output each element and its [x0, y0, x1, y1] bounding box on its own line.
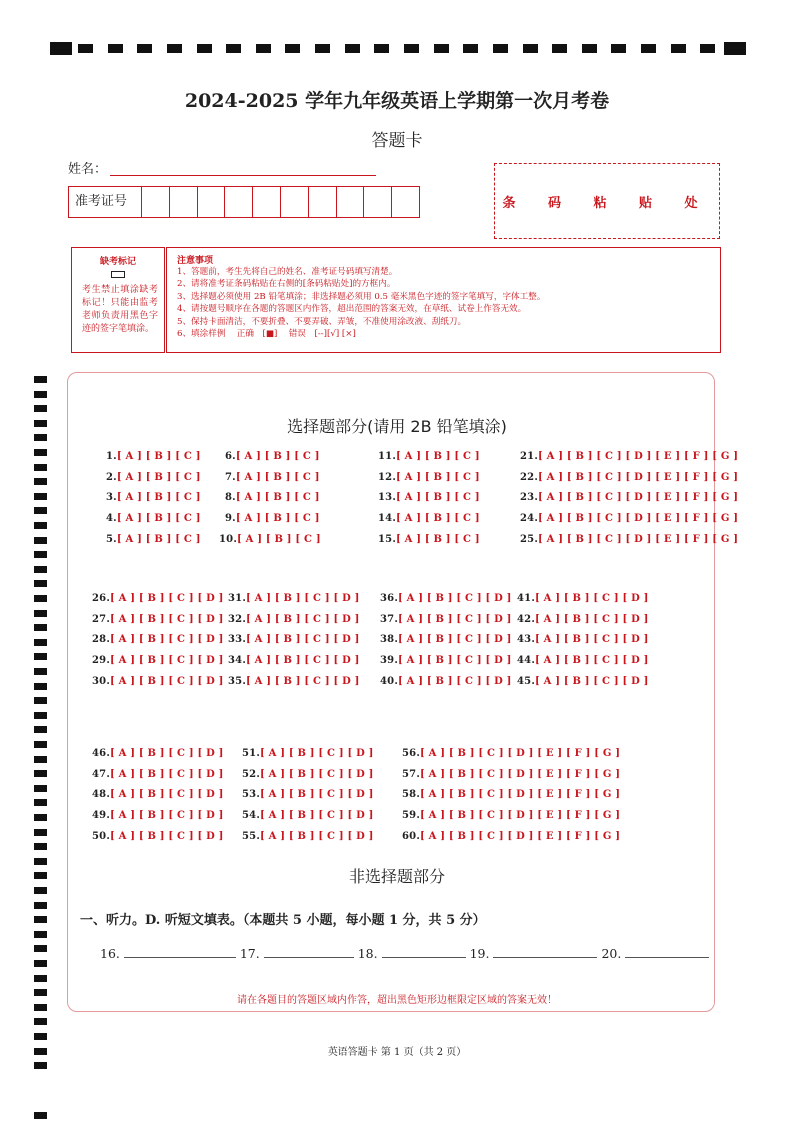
timing-mark	[34, 551, 47, 558]
page-title: 2024-2025 学年九年级英语上学期第一次月考卷	[184, 90, 610, 112]
question-number: 56.	[402, 748, 420, 759]
blank-number: 18.	[357, 946, 378, 961]
question-row[interactable]	[92, 748, 224, 759]
timing-mark	[34, 391, 47, 398]
barcode-area: 条 码 粘 贴 处	[494, 163, 720, 239]
answer-options[interactable]: [ A ] [ B ] [ C ]	[235, 471, 320, 483]
question-row[interactable]	[380, 614, 512, 625]
question-row[interactable]	[520, 451, 738, 462]
id-cell[interactable]	[169, 187, 197, 217]
answer-options[interactable]: [ A ] [ B ] [ C ] [ D ]	[260, 830, 374, 842]
answer-options[interactable]: [ A ] [ B ] [ C ]	[396, 533, 480, 545]
question-number: 45.	[517, 675, 535, 687]
answer-options[interactable]: [ A ] [ B ] [ C ] [ D ] [ E ] [ F ] [ G ]	[538, 471, 739, 483]
timing-mark	[34, 931, 47, 938]
question-row[interactable]	[225, 492, 320, 503]
timing-mark	[34, 683, 47, 690]
answer-blank[interactable]	[264, 945, 354, 958]
question-number: 24.	[520, 513, 538, 525]
question-row[interactable]	[242, 789, 374, 800]
question-row[interactable]	[106, 492, 201, 503]
answer-options[interactable]: [ A ] [ B ] [ C ]	[237, 533, 321, 545]
timing-mark	[34, 843, 47, 850]
question-number: 15.	[378, 533, 396, 545]
answer-options[interactable]: [ A ] [ B ] [ C ] [ D ] [ E ] [ F ] [ G ]	[420, 768, 621, 780]
absent-title: 缺考标记	[99, 257, 136, 267]
question-number: 10.	[219, 533, 237, 545]
question-row[interactable]	[92, 810, 224, 821]
page-subtitle: 答题卡	[371, 131, 423, 151]
timing-mark	[34, 1112, 47, 1119]
blank-number: 17.	[239, 946, 260, 961]
timing-mark	[167, 44, 182, 53]
question-number: 54.	[242, 810, 260, 822]
question-number: 25.	[520, 533, 538, 545]
question-row[interactable]	[242, 831, 374, 842]
question-row[interactable]	[402, 831, 620, 842]
notice-line: 3、选择题必须使用 2B 铅笔填涂；非选择题必须用 0.5 毫米黑色字迹的签字笔填写，字体工整。	[177, 291, 546, 302]
question-row[interactable]	[92, 769, 224, 780]
question-row[interactable]	[520, 534, 738, 545]
question-number: 53.	[242, 789, 260, 801]
timing-mark	[78, 44, 93, 53]
question-row[interactable]	[517, 676, 649, 687]
timing-mark	[434, 44, 449, 53]
timing-mark	[34, 697, 47, 704]
answer-options[interactable]: [ A ] [ B ] [ C ]	[396, 513, 480, 525]
timing-mark	[374, 44, 389, 53]
id-cell[interactable]	[141, 187, 169, 217]
question-row[interactable]	[106, 513, 201, 524]
question-number: 26.	[92, 593, 110, 604]
answer-blank[interactable]	[625, 945, 709, 958]
question-number: 37.	[380, 613, 398, 625]
answer-options[interactable]: [ A ] [ B ] [ C ] [ D ]	[260, 789, 374, 801]
timing-mark	[493, 44, 508, 53]
question-number: 9.	[225, 513, 236, 525]
timing-mark	[34, 449, 47, 456]
timing-mark	[34, 478, 47, 485]
id-cell[interactable]	[308, 187, 336, 217]
question-row[interactable]	[378, 534, 480, 545]
question-row[interactable]	[92, 593, 224, 604]
page-footer: 英语答题卡 第 1 页（共 2 页）	[327, 1047, 467, 1058]
question-row[interactable]	[378, 492, 480, 503]
answer-options[interactable]: [ A ] [ B ] [ C ]	[116, 513, 201, 525]
question-number: 43.	[517, 634, 535, 646]
timing-mark	[34, 945, 47, 952]
answer-options[interactable]: [ A ] [ B ] [ C ] [ D ]	[110, 789, 224, 801]
id-cell[interactable]	[224, 187, 252, 217]
question-number: 13.	[378, 492, 396, 504]
question-row[interactable]	[517, 614, 649, 625]
timing-mark	[34, 1033, 47, 1040]
question-number: 32.	[228, 613, 246, 625]
question-number: 7.	[225, 471, 236, 483]
answer-options[interactable]: [ A ] [ B ] [ C ] [ D ]	[535, 675, 649, 687]
answer-options[interactable]: [ A ] [ B ] [ C ] [ D ]	[110, 748, 224, 759]
timing-mark	[34, 522, 47, 529]
answer-options[interactable]: [ A ] [ B ] [ C ] [ D ] [ E ] [ F ] [ G ]	[420, 748, 621, 759]
question-row[interactable]	[380, 676, 512, 687]
answer-blank[interactable]	[124, 945, 236, 958]
question-row[interactable]	[402, 769, 620, 780]
question-number: 36.	[380, 593, 398, 604]
question-row[interactable]	[92, 676, 224, 687]
answer-options[interactable]: [ A ] [ B ] [ C ]	[235, 513, 320, 525]
answer-options[interactable]: [ A ] [ B ] [ C ] [ D ]	[246, 655, 360, 667]
top-timing-marks	[50, 42, 746, 56]
answer-options[interactable]: [ A ] [ B ] [ C ] [ D ]	[246, 613, 360, 625]
question-row[interactable]	[242, 810, 374, 821]
timing-mark	[197, 44, 212, 53]
question-row[interactable]	[92, 634, 224, 645]
question-row[interactable]	[92, 831, 224, 842]
timing-mark	[641, 44, 656, 53]
answer-options[interactable]: [ A ] [ B ] [ C ] [ D ] [ E ] [ F ] [ G ]	[538, 451, 739, 462]
question-row[interactable]	[517, 634, 649, 645]
question-number: 34.	[228, 655, 246, 667]
question-row[interactable]	[517, 593, 649, 604]
answer-options[interactable]: [ A ] [ B ] [ C ] [ D ]	[535, 655, 649, 667]
blank-number: 16.	[100, 946, 120, 961]
timing-mark	[34, 1062, 47, 1069]
answer-options[interactable]: [ A ] [ B ] [ C ] [ D ] [ E ] [ F ] [ G ]	[420, 830, 621, 842]
question-number: 8.	[225, 492, 236, 504]
notice-line: 1、答题前，考生先将自己的姓名、准考证号码填写清楚。	[177, 267, 398, 277]
question-number: 31.	[228, 593, 246, 604]
timing-mark	[34, 493, 47, 500]
question-row[interactable]	[242, 769, 374, 780]
answer-options[interactable]: [ A ] [ B ] [ C ]	[116, 492, 201, 504]
question-row[interactable]	[92, 789, 224, 800]
timing-mark	[34, 770, 47, 777]
timing-mark	[611, 44, 626, 53]
choice-section-title: 选择题部分(请用 2B 铅笔填涂)	[287, 417, 507, 436]
answer-options[interactable]: [ A ] [ B ] [ C ]	[396, 451, 480, 462]
answer-options[interactable]: [ A ] [ B ] [ C ]	[235, 492, 320, 504]
question-number: 46.	[92, 748, 110, 759]
question-number: 42.	[517, 613, 535, 625]
answer-options[interactable]: [ A ] [ B ] [ C ] [ D ] [ E ] [ F ] [ G ]	[420, 789, 621, 801]
timing-mark	[34, 376, 47, 383]
timing-mark	[34, 814, 47, 821]
timing-mark	[34, 712, 47, 719]
answer-options[interactable]: [ A ] [ B ] [ C ] [ D ] [ E ] [ F ] [ G ]	[538, 492, 739, 504]
question-row[interactable]	[225, 472, 320, 483]
exam-id-box[interactable]	[68, 186, 420, 218]
answer-options[interactable]: [ A ] [ B ] [ C ] [ D ]	[246, 675, 360, 687]
question-number: 21.	[520, 451, 538, 462]
notice-title: 注意事项	[177, 256, 214, 266]
question-number: 4.	[106, 513, 117, 525]
question-row[interactable]	[520, 513, 738, 524]
answer-blank[interactable]	[382, 945, 466, 958]
answer-options[interactable]: [ A ] [ B ] [ C ] [ D ]	[110, 655, 224, 667]
question-number: 49.	[92, 810, 110, 822]
notice-line: 4、请按题号顺序在各题的答题区内作答，超出范围的答案无效，在草纸、试卷上作答无效。	[177, 304, 527, 315]
timing-mark	[34, 624, 47, 631]
name-field[interactable]	[110, 175, 376, 176]
answer-options[interactable]: [ A ] [ B ] [ C ]	[116, 471, 201, 483]
notice-panel	[166, 247, 721, 353]
question-row[interactable]	[92, 655, 224, 666]
timing-mark	[552, 44, 567, 53]
timing-mark	[137, 44, 152, 53]
notice-line: 2、请将准考证条码粘贴在右侧的[条码粘贴处]的方框内。	[177, 279, 396, 290]
question-row[interactable]	[380, 593, 512, 604]
question-number: 14.	[378, 513, 396, 525]
timing-mark	[34, 595, 47, 602]
answer-options[interactable]: [ A ] [ B ] [ C ] [ D ]	[110, 675, 224, 687]
question-row[interactable]	[106, 451, 201, 462]
question-row[interactable]	[520, 492, 738, 503]
answer-options[interactable]: [ A ] [ B ] [ C ] [ D ] [ E ] [ F ] [ G ]	[538, 513, 739, 525]
absent-mark-panel	[71, 247, 165, 353]
answer-options[interactable]: [ A ] [ B ] [ C ] [ D ]	[398, 593, 512, 604]
timing-mark	[285, 44, 300, 53]
question-row[interactable]	[378, 513, 480, 524]
timing-mark	[404, 44, 419, 53]
timing-mark	[34, 785, 47, 792]
timing-mark	[256, 44, 271, 53]
question-number: 6.	[225, 451, 236, 462]
question-number: 35.	[228, 675, 246, 687]
question-number: 60.	[402, 830, 420, 842]
timing-mark	[700, 44, 715, 53]
question-row[interactable]	[106, 472, 201, 483]
blank-number: 20.	[601, 946, 622, 961]
exam-id-label: 准考证号	[75, 194, 128, 209]
question-number: 23.	[520, 492, 538, 504]
timing-mark	[34, 741, 47, 748]
question-number: 52.	[242, 768, 260, 780]
question-row[interactable]	[228, 634, 360, 645]
answer-options[interactable]: [ A ] [ B ] [ C ] [ D ] [ E ] [ F ] [ G ]	[420, 810, 621, 822]
question-row[interactable]	[228, 676, 360, 687]
answer-options[interactable]: [ A ] [ B ] [ C ] [ D ]	[535, 613, 649, 625]
answer-options[interactable]: [ A ] [ B ] [ C ]	[396, 492, 480, 504]
question-number: 11.	[378, 451, 396, 462]
question-number: 55.	[242, 830, 260, 842]
question-row[interactable]	[402, 789, 620, 800]
timing-mark	[34, 916, 47, 923]
timing-mark	[34, 887, 47, 894]
listening-part-heading: 一、听力。D. 听短文填表。（本题共 5 小题，每小题 1 分，共 5 分）	[80, 913, 486, 928]
timing-mark	[226, 44, 241, 53]
question-row[interactable]	[378, 472, 480, 483]
timing-mark	[34, 975, 47, 982]
question-row[interactable]	[380, 634, 512, 645]
question-number: 1.	[106, 451, 117, 462]
answer-options[interactable]: [ A ] [ B ] [ C ] [ D ]	[398, 634, 512, 646]
question-row[interactable]	[517, 655, 649, 666]
question-number: 50.	[92, 830, 110, 842]
timing-mark	[34, 756, 47, 763]
id-cell[interactable]	[280, 187, 308, 217]
question-number: 28.	[92, 634, 110, 646]
question-row[interactable]	[402, 748, 620, 759]
question-row[interactable]	[520, 472, 738, 483]
answer-options[interactable]: [ A ] [ B ] [ C ] [ D ]	[260, 748, 374, 759]
timing-mark	[34, 639, 47, 646]
answer-options[interactable]: [ A ] [ B ] [ C ] [ D ]	[398, 675, 512, 687]
question-number: 58.	[402, 789, 420, 801]
question-number: 22.	[520, 471, 538, 483]
timing-mark	[34, 537, 47, 544]
question-row[interactable]	[380, 655, 512, 666]
answer-options[interactable]: [ A ] [ B ] [ C ] [ D ]	[110, 810, 224, 822]
answer-options[interactable]: [ A ] [ B ] [ C ] [ D ]	[110, 768, 224, 780]
question-number: 38.	[380, 634, 398, 646]
notice-line: 6、填涂样例 正确 [■] 错误 [--][√] [×]	[177, 329, 356, 340]
timing-mark	[34, 653, 47, 660]
answer-blank[interactable]	[493, 945, 597, 958]
left-timing-marks	[34, 376, 48, 1096]
timing-mark	[34, 405, 47, 412]
question-row[interactable]	[228, 655, 360, 666]
question-number: 3.	[106, 492, 117, 504]
timing-mark	[34, 960, 47, 967]
answer-options[interactable]: [ A ] [ B ] [ C ] [ D ]	[110, 830, 224, 842]
timing-mark	[34, 580, 47, 587]
answer-options[interactable]: [ A ] [ B ] [ C ]	[235, 451, 320, 462]
answer-options[interactable]: [ A ] [ B ] [ C ] [ D ]	[398, 613, 512, 625]
id-cell[interactable]	[336, 187, 364, 217]
answer-options[interactable]: [ A ] [ B ] [ C ] [ D ]	[260, 810, 374, 822]
question-number: 40.	[380, 675, 398, 687]
timing-mark	[34, 610, 47, 617]
question-row[interactable]	[219, 534, 321, 545]
boundary-warning: 请在各题目的答题区域内作答，超出黑色矩形边框限定区域的答案无效！	[237, 995, 557, 1006]
question-number: 59.	[402, 810, 420, 822]
question-row[interactable]	[225, 513, 320, 524]
answer-options[interactable]: [ A ] [ B ] [ C ] [ D ]	[110, 613, 224, 625]
question-number: 41.	[517, 593, 535, 604]
answer-options[interactable]: [ A ] [ B ] [ C ] [ D ]	[535, 593, 649, 604]
question-number: 30.	[92, 675, 110, 687]
timing-mark	[724, 42, 746, 55]
timing-mark	[50, 42, 72, 55]
answer-options[interactable]: [ A ] [ B ] [ C ]	[396, 471, 480, 483]
timing-mark	[34, 829, 47, 836]
question-row[interactable]	[92, 614, 224, 625]
notice-line: 5、保持卡面清洁，不要折叠、不要弄破、弄皱，不准使用涂改液、刮纸刀。	[177, 316, 467, 327]
blank-number: 19.	[469, 946, 490, 961]
id-cell[interactable]	[391, 187, 419, 217]
question-row[interactable]	[106, 534, 201, 545]
question-row[interactable]	[228, 614, 360, 625]
timing-mark	[34, 902, 47, 909]
question-number: 51.	[242, 748, 260, 759]
answer-options[interactable]: [ A ] [ B ] [ C ] [ D ] [ E ] [ F ] [ G ]	[538, 533, 739, 545]
question-number: 39.	[380, 655, 398, 667]
question-row[interactable]	[225, 451, 320, 462]
question-number: 2.	[106, 471, 117, 483]
timing-mark	[671, 44, 686, 53]
answer-options[interactable]: [ A ] [ B ] [ C ] [ D ]	[260, 768, 374, 780]
timing-mark	[108, 44, 123, 53]
answer-options[interactable]: [ A ] [ B ] [ C ] [ D ]	[246, 634, 360, 646]
question-row[interactable]	[378, 451, 480, 462]
timing-mark	[345, 44, 360, 53]
answer-options[interactable]: [ A ] [ B ] [ C ] [ D ]	[110, 593, 224, 604]
question-row[interactable]	[402, 810, 620, 821]
id-cell[interactable]	[252, 187, 280, 217]
timing-mark	[34, 1018, 47, 1025]
timing-mark	[315, 44, 330, 53]
answer-options[interactable]: [ A ] [ B ] [ C ]	[116, 451, 201, 462]
question-number: 33.	[228, 634, 246, 646]
listening-blanks	[100, 945, 709, 961]
nonchoice-section-title: 非选择题部分	[348, 867, 445, 886]
id-cell[interactable]	[197, 187, 225, 217]
answer-options[interactable]: [ A ] [ B ] [ C ] [ D ]	[110, 634, 224, 646]
absent-checkbox[interactable]	[111, 271, 125, 278]
timing-mark	[34, 464, 47, 471]
timing-mark	[582, 44, 597, 53]
timing-mark	[34, 507, 47, 514]
answer-options[interactable]: [ A ] [ B ] [ C ] [ D ]	[246, 593, 360, 604]
timing-mark	[34, 566, 47, 573]
timing-mark	[34, 668, 47, 675]
timing-mark	[463, 44, 478, 53]
question-number: 27.	[92, 613, 110, 625]
question-number: 12.	[378, 471, 396, 483]
question-number: 47.	[92, 768, 110, 780]
question-row[interactable]	[242, 748, 374, 759]
timing-mark	[34, 799, 47, 806]
question-number: 29.	[92, 655, 110, 667]
question-row[interactable]	[228, 593, 360, 604]
name-label: 姓名：	[68, 162, 108, 177]
question-number: 57.	[402, 768, 420, 780]
id-cell[interactable]	[363, 187, 391, 217]
absent-text: 考生禁止填涂缺考标记！只能由监考老师负责用黑色字迹的签字笔填涂。	[82, 285, 158, 334]
timing-mark	[523, 44, 538, 53]
question-number: 48.	[92, 789, 110, 801]
question-number: 44.	[517, 655, 535, 667]
answer-options[interactable]: [ A ] [ B ] [ C ] [ D ]	[398, 655, 512, 667]
question-number: 5.	[106, 533, 117, 545]
timing-mark	[34, 726, 47, 733]
answer-options[interactable]: [ A ] [ B ] [ C ] [ D ]	[535, 634, 649, 646]
answer-options[interactable]: [ A ] [ B ] [ C ]	[116, 533, 201, 545]
